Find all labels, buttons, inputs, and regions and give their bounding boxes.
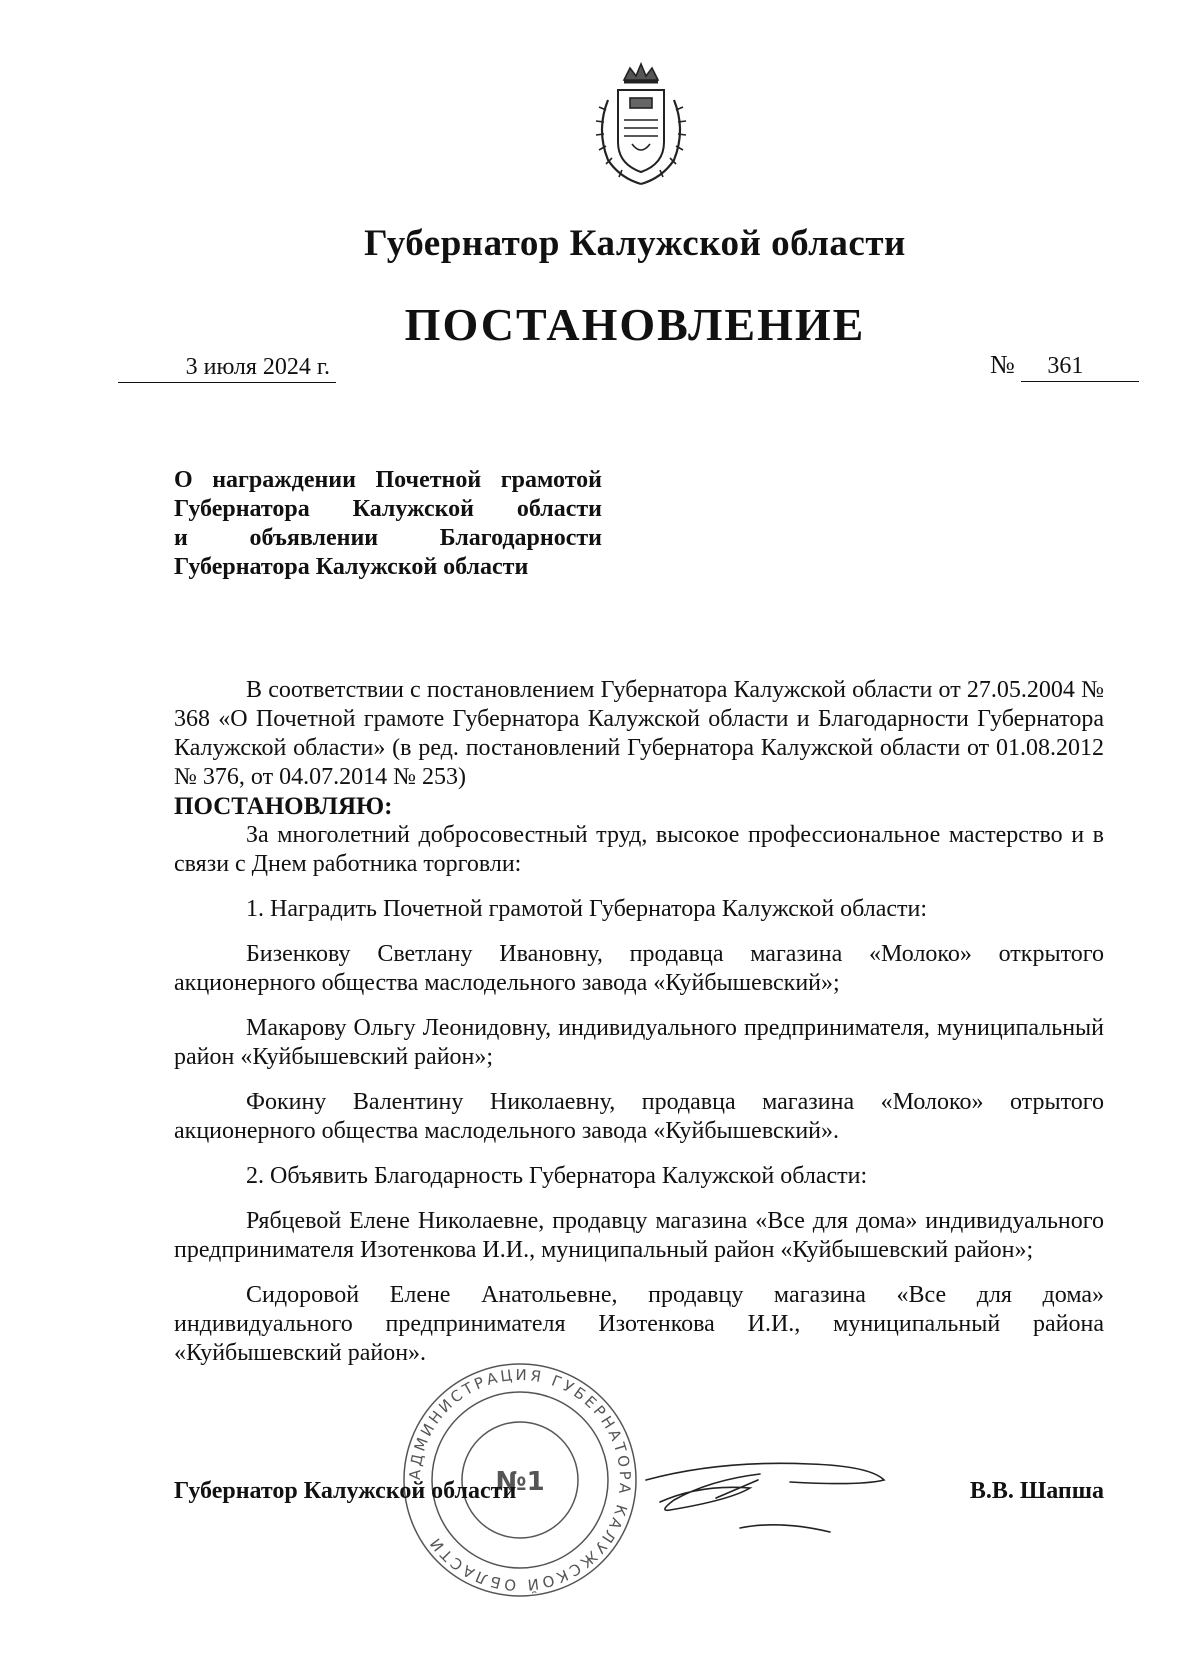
document-number: 361 bbox=[1021, 351, 1139, 382]
award-item-title: 2. Объявить Благодарность Губернатора Калужской области: bbox=[246, 1163, 868, 1189]
awardee-paragraph: Макарову Ольгу Леонидовну, индивидуального предпринимателя, муниципальный район «Куйбышевский район»; bbox=[174, 1015, 1104, 1070]
reason-paragraph: За многолетний добросовестный труд, высокое профессиональное мастерство и в связи с Днем работника торговли: bbox=[174, 822, 1104, 877]
number-sign: № bbox=[990, 350, 1015, 379]
awardee-paragraph: Фокину Валентину Николаевну, продавца магазина «Молоко» отрытого акционерного общества маслодельного завода «Куйбышевский». bbox=[174, 1089, 1104, 1144]
handwritten-signature-icon bbox=[640, 1440, 940, 1550]
subject-line: Губернатора Калужской области bbox=[174, 496, 602, 522]
coat-of-arms-icon bbox=[586, 60, 696, 190]
document-body bbox=[174, 676, 1104, 1368]
stamp-outer-text: АДМИНИСТРАЦИЯ ГУБЕРНАТОРА КАЛУЖСКОЙ ОБЛАСТИ bbox=[405, 1365, 635, 1595]
subject-line: О награждении Почетной грамотой bbox=[174, 467, 602, 493]
subject-line: и объявлении Благодарности bbox=[174, 525, 602, 551]
awardee-paragraph: Бизенкову Светлану Ивановну, продавца магазина «Молоко» открытого акционерного общества маслодельного завода «Куйбышевский»; bbox=[174, 941, 1104, 996]
subject-line: Губернатора Калужской области bbox=[174, 554, 529, 580]
document-type: ПОСТАНОВЛЕНИЕ bbox=[404, 299, 866, 350]
signatory-title: Губернатор Калужской области bbox=[174, 1478, 517, 1504]
awardee-paragraph: Сидоровой Елене Анатольевне, продавцу магазина «Все для дома» индивидуального предпринимателя Изотенкова И.И., муниципальный района «Куйбышевский район». bbox=[174, 1282, 1104, 1366]
document-date: 3 июля 2024 г. bbox=[118, 352, 336, 383]
document-subject bbox=[174, 466, 602, 582]
document-number-block bbox=[990, 350, 1139, 382]
decree-word: ПОСТАНОВЛЯЮ: bbox=[174, 793, 393, 820]
signatory-name: В.В. Шапша bbox=[969, 1478, 1104, 1504]
award-item-title: 1. Наградить Почетной грамотой Губернатора Калужской области: bbox=[246, 896, 928, 922]
awardee-paragraph: Рябцевой Елене Николаевне, продавцу магазина «Все для дома» индивидуального предпринимателя Изотенкова И.И., муниципальный район «Куйбышевский район»; bbox=[174, 1208, 1104, 1263]
legal-basis-paragraph: В соответствии с постановлением Губернатора Калужской области от 27.05.2004 № 368 «О Почетной грамоте Губернатора Калужской области и Благодарности Губернатора Калужской области» (в ред. постановлений Губернатора Калужской области от 01.08.2012 № 376, от 04.07.2014 № 253) bbox=[174, 677, 1104, 790]
stamp-center-text: №1 bbox=[495, 1467, 545, 1497]
issuing-authority: Губернатор Калужской области bbox=[364, 223, 906, 264]
